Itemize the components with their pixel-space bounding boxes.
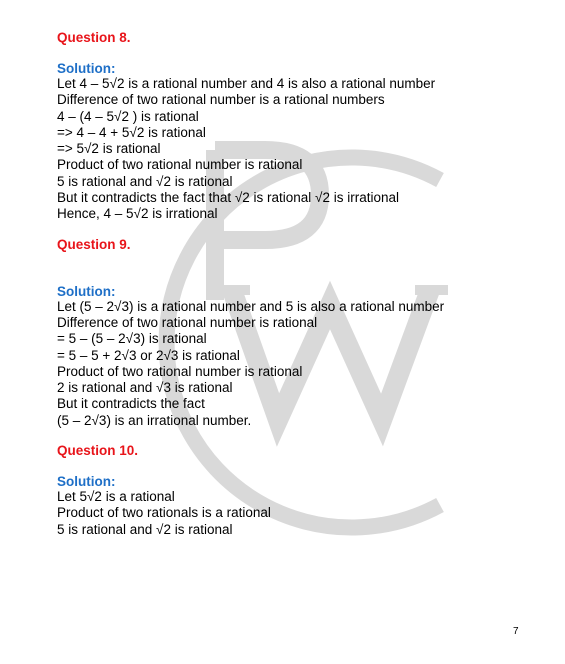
solution-8-line: 5 is rational and √2 is rational	[57, 173, 233, 189]
solution-8-line: Product of two rational number is rational	[57, 157, 303, 173]
page-number: 7	[513, 626, 519, 637]
solution-8-line: Difference of two rational number is a rational numbers	[57, 92, 385, 108]
solution-9-line: (5 – 2√3) is an irrational number.	[57, 412, 252, 428]
solution-9-line: = 5 – (5 – 2√3) is rational	[57, 331, 207, 347]
solution-10-line: Product of two rationals is a rational	[57, 505, 271, 521]
question-10-heading: Question 10.	[57, 443, 139, 459]
solution-9-line: Product of two rational number is rational	[57, 363, 303, 379]
solution-10-label: Solution:	[57, 474, 116, 490]
solution-9-line: Let (5 – 2√3) is a rational number and 5 is also a rational number	[57, 298, 445, 314]
solution-9-line: Difference of two rational number is rational	[57, 314, 318, 330]
question-9-heading: Question 9.	[57, 236, 131, 252]
document-body	[57, 30, 537, 538]
solution-8-label: Solution:	[57, 61, 116, 76]
solution-8-line: => 5√2 is rational	[57, 141, 161, 157]
solution-10-line: 5 is rational and √2 is rational	[57, 521, 233, 537]
solution-8-line: 4 – (4 – 5√2 ) is rational	[57, 108, 199, 124]
solution-8-line: But it contradicts the fact that √2 is rational √2 is irrational	[57, 190, 399, 206]
solution-8-line: => 4 – 4 + 5√2 is rational	[57, 124, 206, 140]
solution-10-line: Let 5√2 is a rational	[57, 489, 175, 505]
solution-8-line: Let 4 – 5√2 is a rational number and 4 is also a rational number	[57, 76, 436, 91]
solution-9-line: 2 is rational and √3 is rational	[57, 380, 233, 396]
solution-8-line: Hence, 4 – 5√2 is irrational	[57, 206, 218, 222]
solution-9-line: But it contradicts the fact	[57, 396, 205, 412]
solution-9-line: = 5 – 5 + 2√3 or 2√3 is rational	[57, 347, 240, 363]
solution-9-label: Solution:	[57, 283, 116, 299]
question-8-heading: Question 8.	[57, 30, 131, 45]
